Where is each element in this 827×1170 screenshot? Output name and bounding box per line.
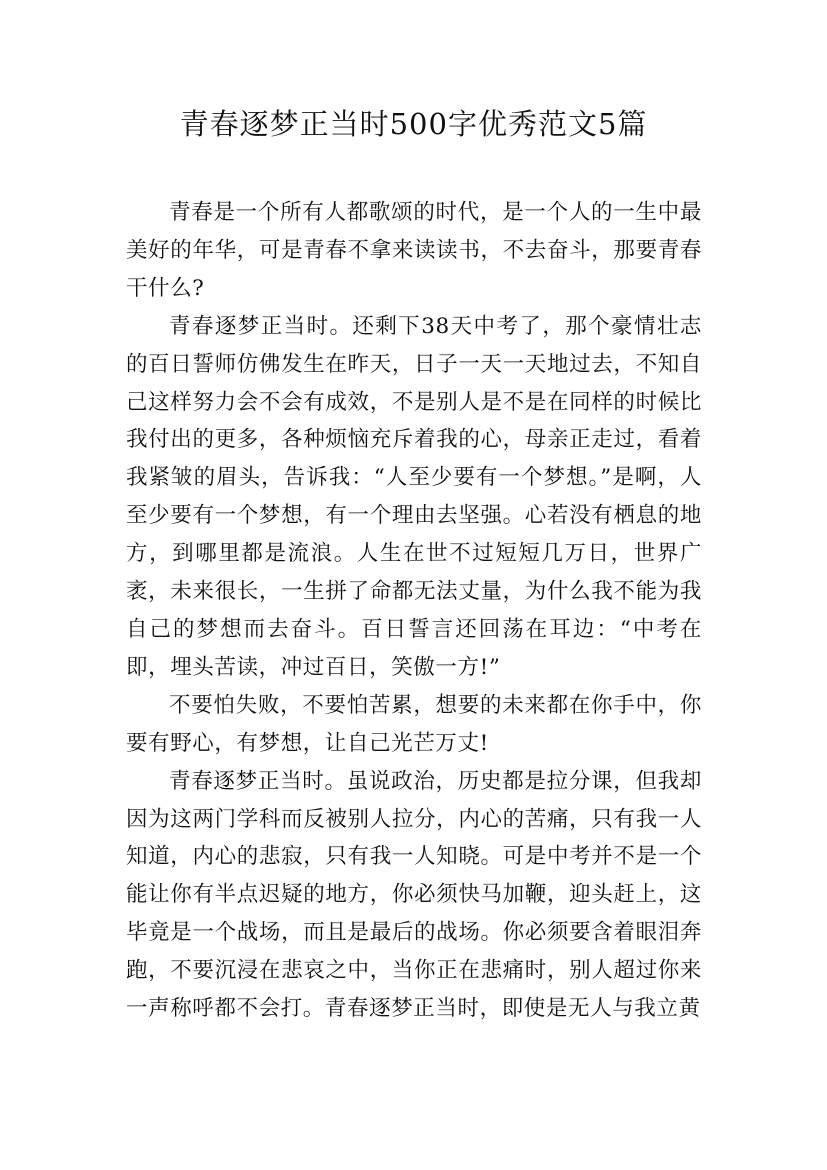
paragraph-3: 不要怕失败，不要怕苦累，想要的未来都在你手中，你要有野心，有梦想，让自己光芒万丈! [126,692,702,756]
paragraph-4: 青春逐梦正当时。虽说政治，历史都是拉分课，但我却因为这两门学科而反被别人拉分，内心的苦痛，只有我一人知道，内心的悲寂，只有我一人知晓。可是中考并不是一个能让你有半点迟疑的地方，你必须快马加鞭，迎头赶上，这毕竟是一个战场，而且是最后的战场。你必须要含着眼泪奔跑，不要沉浸在悲哀之中，当你正在悲痛时，别人超过你来一声称呼都不会打。青春逐梦正当时，即使是无人与我立黄 [126,768,702,1022]
paragraph-1: 青春是一个所有人都歌颂的时代，是一个人的一生中最美好的年华，可是青春不拿来读读书，不去奋斗，那要青春干什么? [126,200,702,301]
paragraph-2: 青春逐梦正当时。还剩下38天中考了，那个豪情壮志的百日誓师仿佛发生在昨天，日子一天一天地过去，不知自己这样努力会不会有成效，不是别人是不是在同样的时候比我付出的更多，各种烦恼充斥着我的心，母亲正走过，看着我紧皱的眉头，告诉我：“人至少要有一个梦想。”是啊，人至少要有一个梦想，有一个理由去坚强。心若没有栖息的地方，到哪里都是流浪。人生在世不过短短几万日，世界广袤，未来很长，一生拼了命都无法丈量，为什么我不能为我自己的梦想而去奋斗。百日誓言还回荡在耳边：“中考在即，埋头苦读，冲过百日，笑傲一方!” [126,313,702,680]
document-body [126,194,702,1028]
document-title: 青春逐梦正当时500字优秀范文5篇 [179,107,648,141]
